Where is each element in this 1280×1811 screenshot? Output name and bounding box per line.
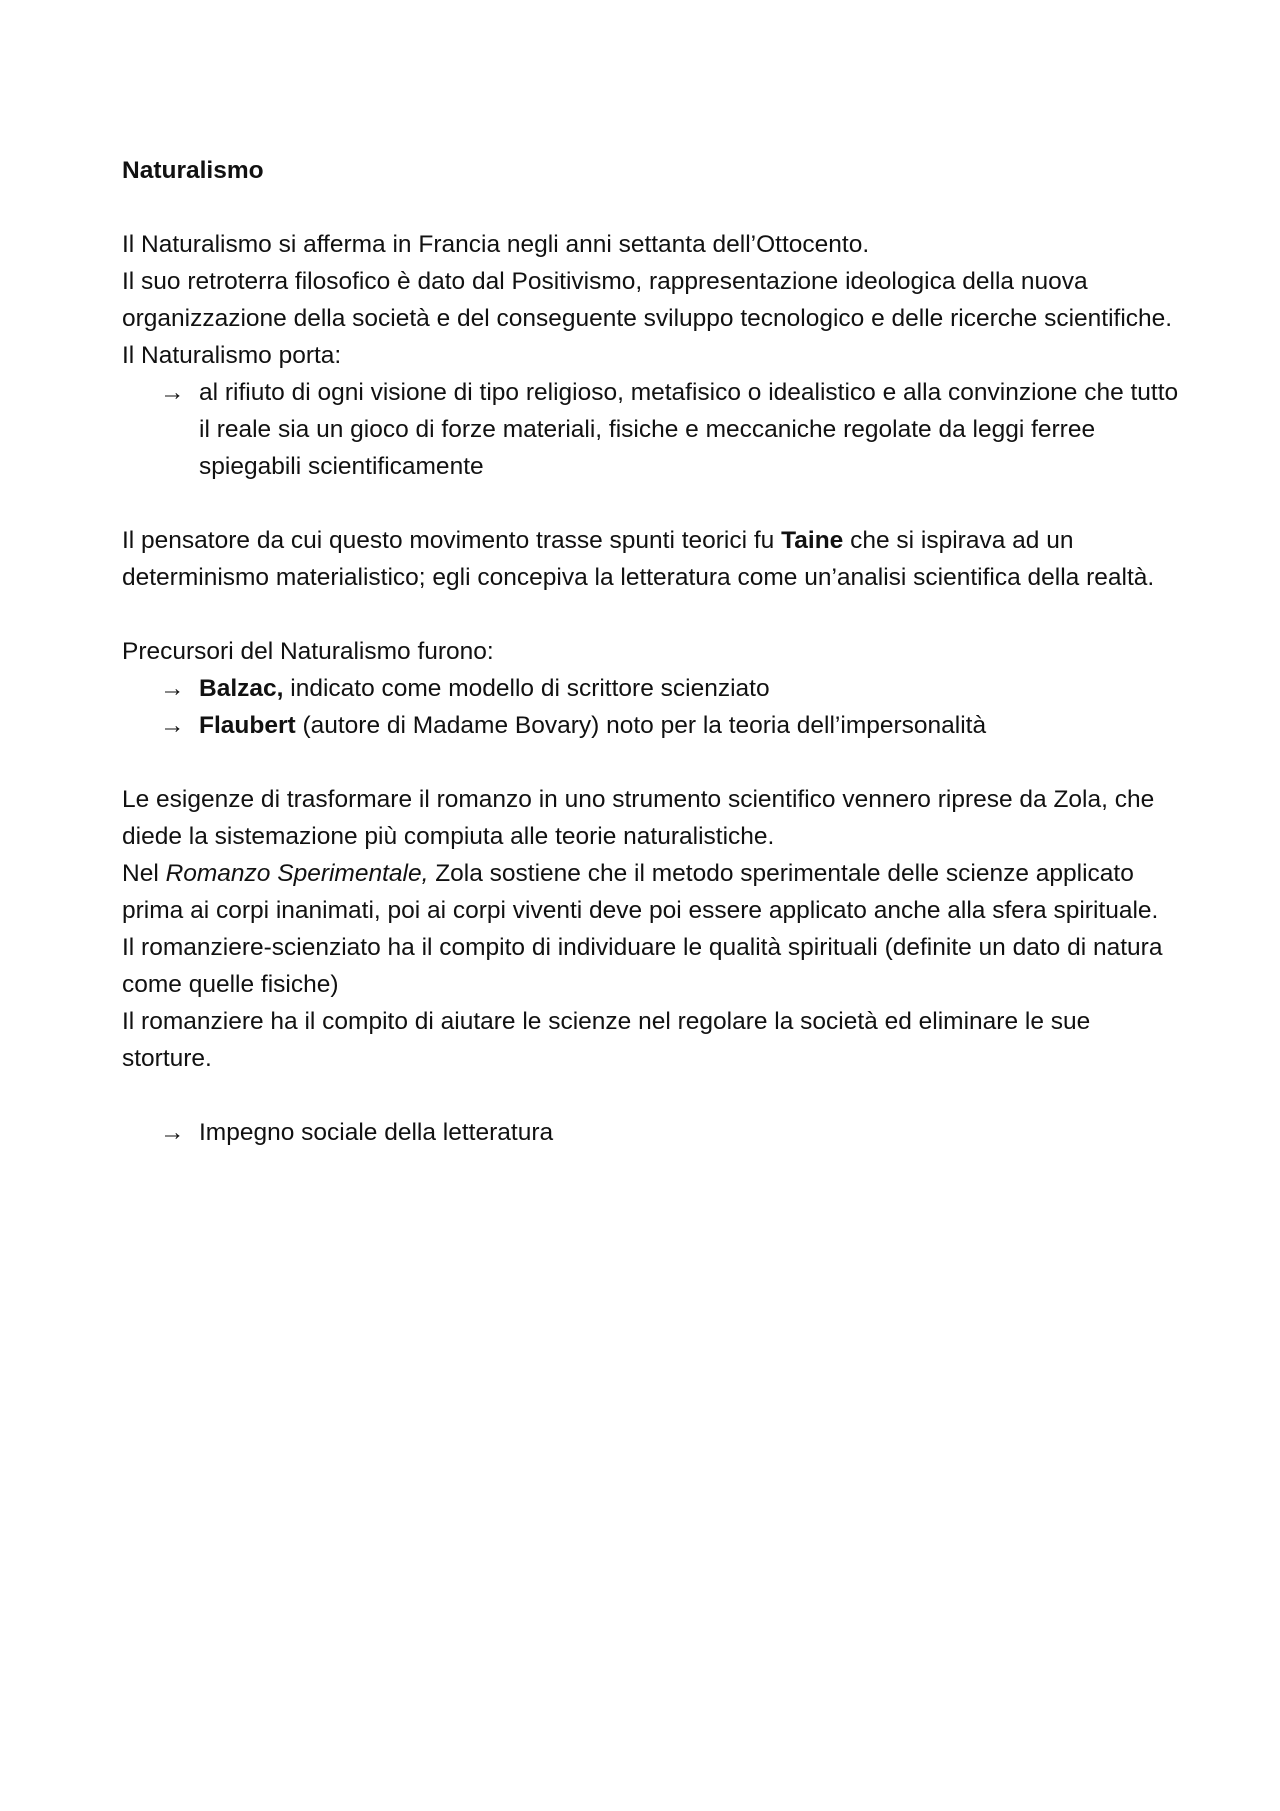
balzac-name: Balzac,	[199, 675, 284, 702]
page-title: Naturalismo	[122, 157, 264, 184]
romanzo-text-before: Nel	[122, 860, 166, 887]
taine-paragraph	[122, 522, 1182, 596]
flaubert-name: Flaubert	[199, 712, 296, 739]
bullet-text: Impegno sociale della letteratura	[199, 1119, 554, 1146]
list-item-impegno	[122, 1114, 1182, 1151]
document-page	[122, 152, 1182, 1151]
list-item-rifiuto	[122, 374, 1182, 485]
arrow-right-icon: →	[160, 379, 185, 406]
list-item-flaubert	[122, 707, 1182, 744]
taine-text-before: Il pensatore da cui questo movimento trasse spunti teorici fu	[122, 527, 782, 554]
flaubert-text: (autore di Madame Bovary) noto per la teoria dell’impersonalità	[295, 712, 987, 739]
romanzo-title: Romanzo Sperimentale,	[165, 860, 429, 887]
romanzo-sperimentale-paragraph	[122, 855, 1182, 929]
intro-line-3: Il Naturalismo porta:	[122, 342, 342, 369]
taine-name: Taine	[781, 527, 844, 554]
intro-line-2: Il suo retroterra filosofico è dato dal Positivismo, rappresentazione ideologica della nuova organizzazione della società e del conseguente sviluppo tecnologico e delle ricerche scientifiche.	[122, 268, 1173, 332]
bullet-text: al rifiuto di ogni visione di tipo religioso, metafisico o idealistico e alla convinzione che tutto il reale sia un gioco di forze materiali, fisiche e meccaniche regolate da leggi ferree spiegabili scientificamente	[199, 379, 1179, 480]
balzac-text: indicato come modello di scrittore scienziato	[283, 675, 770, 702]
arrow-right-icon: →	[160, 1119, 185, 1146]
zola-paragraph: Le esigenze di trasformare il romanzo in uno strumento scientifico vennero riprese da Zola, che diede la sistemazione più compiuta alle teorie naturalistiche.	[122, 786, 1155, 850]
arrow-right-icon: →	[160, 712, 185, 739]
arrow-right-icon: →	[160, 675, 185, 702]
intro-line-1: Il Naturalismo si afferma in Francia negli anni settanta dell’Ottocento.	[122, 231, 870, 258]
romanziere-scienziato-paragraph: Il romanziere-scienziato ha il compito di individuare le qualità spirituali (definite un dato di natura come quelle fisiche)	[122, 934, 1163, 998]
romanzo-text-after: Zola sostiene che il metodo sperimentale delle scienze applicato prima ai corpi inanimati, poi ai corpi viventi deve poi essere applicato anche alla sfera spirituale.	[122, 860, 1159, 924]
list-item-balzac	[122, 670, 1182, 707]
taine-text-after: che si ispirava ad un determinismo materialistico; egli concepiva la letteratura come un’analisi scientifica della realtà.	[122, 527, 1155, 591]
precursori-heading: Precursori del Naturalismo furono:	[122, 638, 494, 665]
romanziere-compito-paragraph: Il romanziere ha il compito di aiutare le scienze nel regolare la società ed eliminare le sue storture.	[122, 1008, 1091, 1072]
